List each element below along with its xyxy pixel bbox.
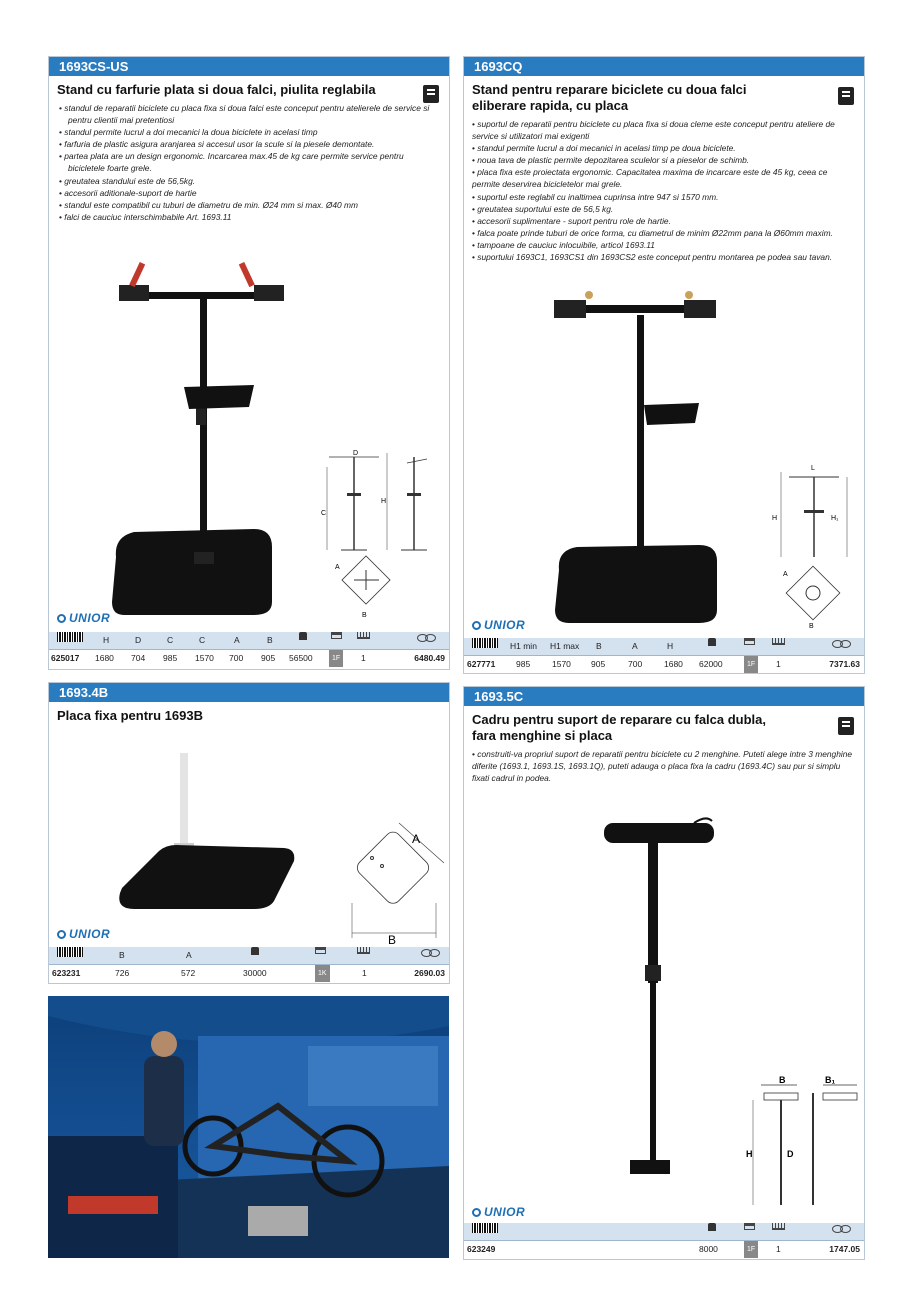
unior-logo-icon [57, 930, 66, 939]
feature-item: • falci de cauciuc interschimbabile Art. 1693.11 [59, 211, 441, 223]
feature-item: • accesorii suplimentare - suport pentru role de hartie. [472, 215, 856, 227]
package-icon [744, 638, 755, 645]
barcode-icon [472, 1223, 498, 1233]
package-code: 1F [744, 656, 758, 673]
spec-value: 704 [131, 653, 146, 663]
package-code: 1F [329, 650, 343, 667]
dim-label: B [779, 1075, 786, 1085]
feature-item: • falca poate prinde tuburi de orice forma, cu diametrul de minim Ø22mm pana la Ø60mm maxim. [472, 227, 856, 239]
spec-header: C [167, 635, 174, 645]
article-number: 627771 [467, 659, 496, 669]
product-code: 1693CQ [464, 57, 864, 76]
spec-value: 905 [261, 653, 276, 663]
brand-logo: UNIOR [57, 927, 110, 941]
dimension-diagram [344, 818, 449, 948]
article-number: 623231 [52, 968, 81, 978]
unior-logo-icon [472, 621, 481, 630]
feature-item: • standul este compatibil cu tuburi de diametru de min. Ø24 mm si max. Ø40 mm [59, 199, 441, 211]
price-icon [832, 638, 850, 647]
spec-header: H [103, 635, 110, 645]
feature-item: • accesorii aditionale-suport de hartie [59, 187, 441, 199]
spec-value: 62000 [699, 659, 723, 669]
description [464, 748, 864, 784]
spec-value-row [464, 1240, 864, 1258]
dim-label: A [783, 571, 788, 578]
article-number: 623249 [467, 1244, 496, 1254]
price-icon [417, 632, 435, 641]
spec-header-row [464, 638, 864, 655]
spec-value-row [464, 655, 864, 673]
dim-label: H [381, 498, 387, 505]
dim-label: H [746, 1149, 753, 1159]
dim-label: L [811, 465, 815, 472]
manual-icon[interactable] [423, 85, 439, 103]
package-code: 1F [744, 1241, 758, 1258]
spec-value: 985 [163, 653, 178, 663]
barcode-icon [57, 632, 83, 642]
package-icon [744, 1223, 755, 1230]
brand-logo: UNIOR [472, 1205, 525, 1219]
price: 7371.63 [829, 659, 860, 669]
spec-value: 1680 [664, 659, 683, 669]
product-card-1693cs-us [48, 56, 450, 670]
product-card-1693-5c [463, 686, 865, 1260]
feature-item: • noua tava de plastic permite depozitarea sculelor si a pieselor de schimb. [472, 154, 856, 166]
dim-label: B₁ [825, 1075, 836, 1085]
weight-icon [708, 638, 716, 646]
spec-value: 8000 [699, 1244, 718, 1254]
spec-header: B [596, 641, 602, 651]
feature-item: • standul permite lucrul a doi mecanici in acelasi timp pe doua biciclete. [472, 142, 856, 154]
product-card-1693-4b [48, 682, 450, 984]
dim-label: B [362, 612, 367, 619]
article-number: 625017 [51, 653, 80, 663]
dim-label: C [321, 510, 327, 517]
dimension-diagram [319, 445, 439, 620]
description-text: • construiti-va propriul suport de reparatii pentru biciclete cu 2 menghine. Puteti alege intre 3 menghine diferite (1693.1, 1693.1S, 1693.1Q), puteti adauga o placa fixa la cadru (1693.4C) sau pur si simplu fixati cadrul in podea. [472, 748, 856, 784]
spec-header-row [49, 947, 449, 964]
quantity-icon [357, 947, 370, 954]
brand-logo: UNIOR [57, 611, 110, 625]
price: 2690.03 [414, 968, 445, 978]
manual-icon[interactable] [838, 717, 854, 735]
feature-item: • suportul de reparatii pentru biciclete cu placa fixa si doua cleme este conceput pentru ateliere de service si utilizatori mai exigenti [472, 118, 856, 142]
product-title: Stand cu farfurie plata si doua falci, piulita reglabila [57, 82, 376, 97]
spec-value: 726 [115, 968, 130, 978]
product-title: Placa fixa pentru 1693B [57, 708, 203, 723]
spec-header: H1 max [550, 641, 580, 651]
spec-table [464, 638, 864, 673]
unior-logo-icon [57, 614, 66, 623]
feature-item: • greutatea suportului este de 56,5 kg. [472, 203, 856, 215]
spec-header: A [186, 950, 192, 960]
weight-icon [251, 947, 259, 955]
package-icon [315, 947, 326, 954]
price: 1747.05 [829, 1244, 860, 1254]
spec-value: 1570 [552, 659, 571, 669]
spec-value: 700 [229, 653, 244, 663]
feature-item: • greutatea standului este de 56,5kg. [59, 175, 441, 187]
spec-value: 1 [362, 968, 367, 978]
spec-header: A [632, 641, 638, 651]
spec-header: C [199, 635, 206, 645]
feature-item: • suportului 1693C1, 1693CS1 din 1693CS2 este conceput pentru montarea pe podea sau tavan. [472, 251, 856, 263]
dim-label: D [787, 1149, 794, 1159]
barcode-icon [472, 638, 498, 648]
package-code: 1K [315, 965, 330, 982]
manual-icon[interactable] [838, 87, 854, 105]
package-icon [331, 632, 342, 639]
product-image [104, 257, 304, 622]
feature-item: • tampoane de cauciuc inlocuibile, articol 1693.11 [472, 239, 856, 251]
dim-label: B [809, 623, 814, 630]
feature-item: • suportul este reglabil cu inaltimea cuprinsa intre 947 si 1570 mm. [472, 191, 856, 203]
spec-table [49, 947, 449, 982]
dim-label: H [772, 515, 778, 522]
spec-value: 56500 [289, 653, 313, 663]
spec-value-row [49, 964, 449, 982]
product-image [114, 753, 304, 913]
spec-header: B [267, 635, 273, 645]
spec-table [49, 632, 449, 667]
spec-value: 1570 [195, 653, 214, 663]
price: 6480.49 [414, 653, 445, 663]
feature-item: • standul de reparatii biciclete cu placa fixa si doua falci este conceput pentru atelierele de service si pentru clientii mai pretentiosi [59, 102, 441, 126]
product-title: Stand pentru reparare biciclete cu doua falci eliberare rapida, cu placa [472, 82, 747, 113]
spec-header-row [49, 632, 449, 649]
brand-logo: UNIOR [472, 618, 525, 632]
feature-item: • partea plata are un design ergonomic. Incarcarea max.45 de kg care permite service pentru bicicletele foarte grele. [59, 150, 441, 174]
spec-value: 1 [776, 1244, 781, 1254]
spec-value: 985 [516, 659, 531, 669]
product-image [594, 815, 724, 1185]
spec-value-row [49, 649, 449, 667]
dim-label: A [412, 832, 421, 846]
spec-header: H1 min [510, 641, 537, 651]
dim-label: D [353, 450, 359, 457]
spec-header-row [464, 1223, 864, 1240]
dim-label: H₁ [831, 515, 839, 522]
quantity-icon [772, 1223, 785, 1230]
spec-value: 1 [776, 659, 781, 669]
barcode-icon [57, 947, 83, 957]
spec-table [464, 1223, 864, 1258]
product-title: Cadru pentru suport de reparare cu falca dubla, fara menghine si placa [472, 712, 767, 743]
unior-logo-icon [472, 1208, 481, 1217]
spec-value: 905 [591, 659, 606, 669]
product-code: 1693.4B [49, 683, 449, 702]
spec-header: D [135, 635, 142, 645]
product-code: 1693CS-US [49, 57, 449, 76]
price-icon [421, 947, 439, 956]
weight-icon [708, 1223, 716, 1231]
spec-value: 1 [361, 653, 366, 663]
product-card-1693cq [463, 56, 865, 674]
feature-item: • standul permite lucrul a doi mecanici la doua biciclete in acelasi timp [59, 126, 441, 138]
spec-header: A [234, 635, 240, 645]
feature-list [49, 102, 449, 223]
dim-label: B [388, 933, 397, 947]
dimension-diagram [739, 1075, 864, 1215]
feature-list [464, 118, 864, 263]
dimension-diagram [769, 462, 859, 632]
feature-item: • farfuria de plastic asigura aranjarea si accesul usor la scule si la piesele demontate. [59, 138, 441, 150]
spec-header: B [119, 950, 125, 960]
spec-value: 700 [628, 659, 643, 669]
weight-icon [299, 632, 307, 640]
product-image [549, 285, 749, 625]
price-icon [832, 1223, 850, 1232]
feature-item: • placa fixa este proiectata ergonomic. Capacitatea maxima de incarcare este de 45 kg, ceea ce permite deservirea bicicletelor mai grele. [472, 166, 856, 190]
dim-label: A [335, 564, 340, 571]
quantity-icon [772, 638, 785, 645]
spec-value: 30000 [243, 968, 267, 978]
quantity-icon [357, 632, 370, 639]
spec-header: H [667, 641, 674, 651]
product-code: 1693.5C [464, 687, 864, 706]
spec-value: 1680 [95, 653, 114, 663]
spec-value: 572 [181, 968, 196, 978]
workshop-photo [48, 996, 449, 1258]
